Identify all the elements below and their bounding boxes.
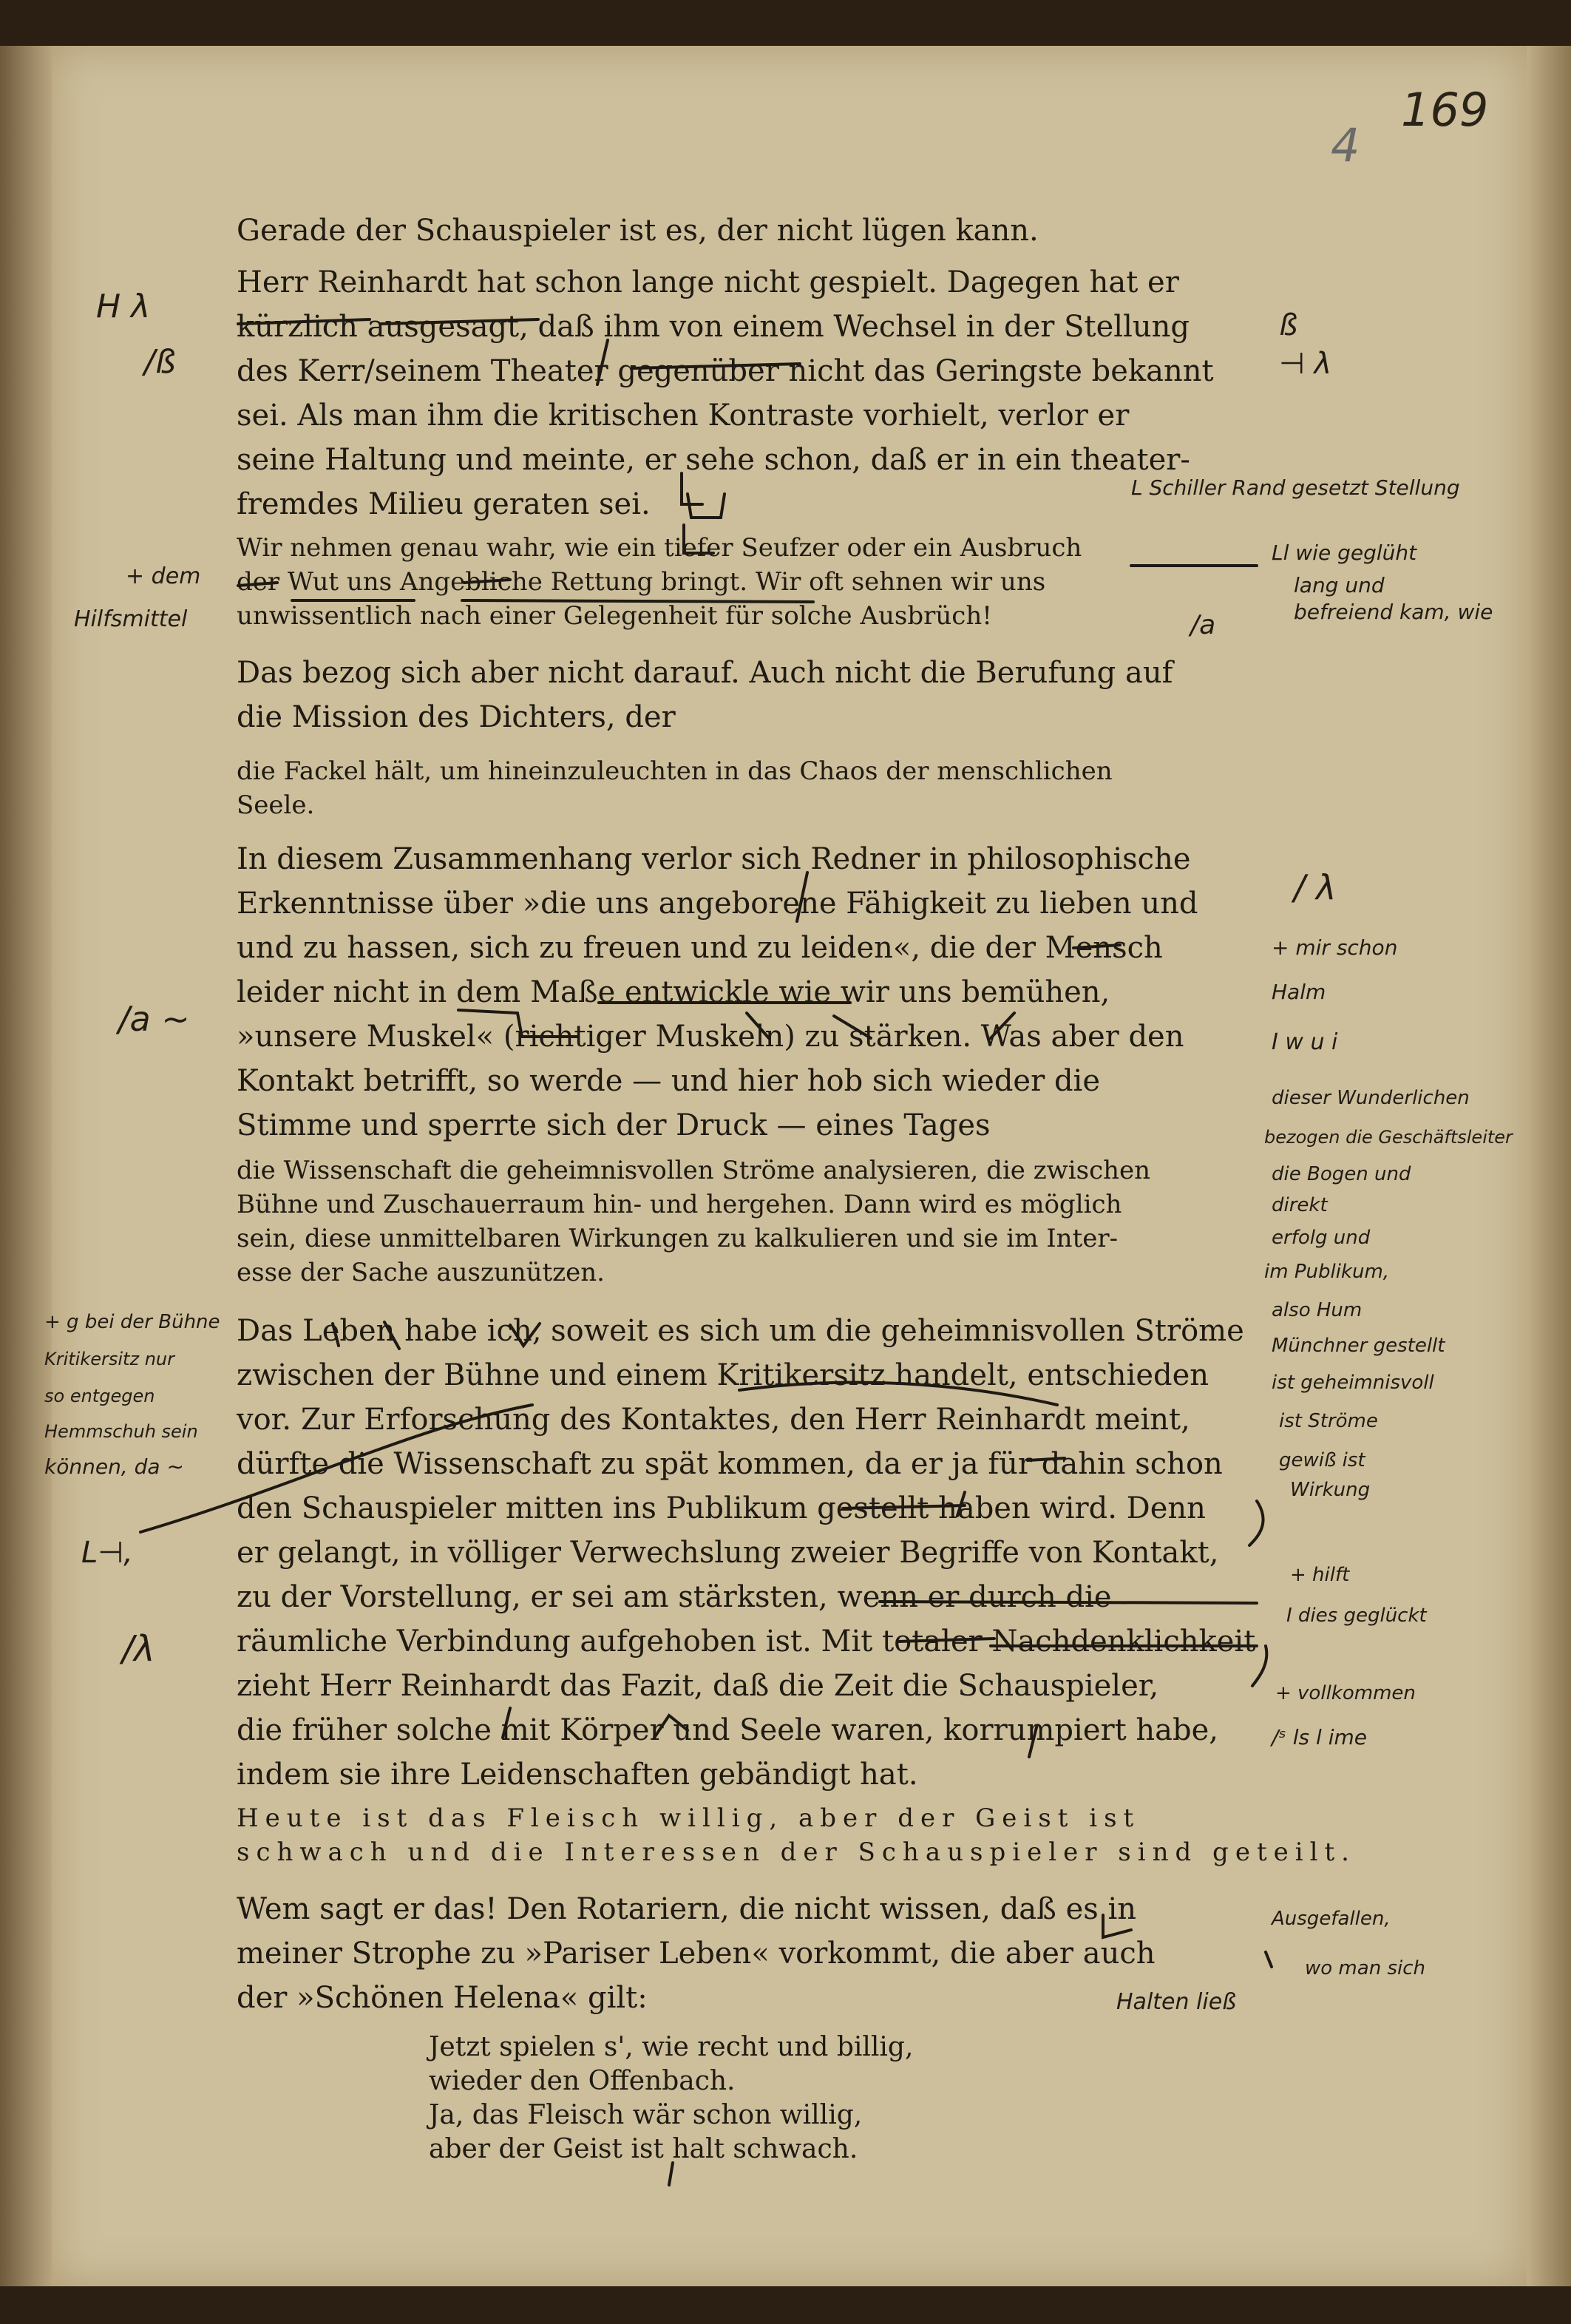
text-line: zu der Vorstellung, er sei am stärksten, wenn er durch die xyxy=(237,1580,1112,1614)
insertion-mark xyxy=(834,1016,871,1038)
text-line: Bühne und Zuschauerraum hin- und hergehen. Dann wird es möglich xyxy=(237,1190,1122,1219)
text-line: Wem sagt er das! Den Rotariern, die nicht wissen, daß es in xyxy=(237,1892,1137,1926)
text-line: Seele. xyxy=(237,790,315,820)
insertion-mark xyxy=(597,340,608,384)
margin-note: Hilfsmittel xyxy=(74,606,188,632)
margin-note: I w u i xyxy=(1272,1029,1338,1055)
text-line: den Schauspieler mitten ins Publikum gestellt haben wird. Denn xyxy=(237,1491,1206,1525)
text-line: der Wut uns Angebliche Rettung bringt. Wir oft sehnen wir uns xyxy=(237,567,1046,597)
text-line: die Wissenschaft die geheimnisvollen Ströme analysieren, die zwischen xyxy=(237,1156,1151,1185)
margin-note: die Bogen und xyxy=(1272,1163,1411,1185)
insertion-mark xyxy=(510,1324,540,1346)
margin-note: /ß xyxy=(144,343,176,381)
margin-note: Halm xyxy=(1272,980,1326,1004)
margin-note: lang und xyxy=(1294,573,1385,597)
margin-note: dieser Wunderlichen xyxy=(1272,1087,1470,1109)
text-line: der »Schönen Helena« gilt: xyxy=(237,1981,648,2015)
text-line: vor. Zur Erforschung des Kontaktes, den Herr Reinhardt meint, xyxy=(237,1403,1190,1437)
text-line: aber der Geist ist halt schwach. xyxy=(429,2134,858,2164)
margin-note: Wirkung xyxy=(1290,1479,1371,1501)
text-line: Erkenntnisse über »die uns angeborene Fähigkeit zu lieben und xyxy=(237,887,1198,921)
margin-note: Münchner gestellt xyxy=(1272,1335,1445,1357)
text-line: Kontakt betrifft, so werde — und hier hob sich wieder die xyxy=(237,1064,1101,1098)
text-line: Ja, das Fleisch wär schon willig, xyxy=(429,2100,863,2130)
margin-note: I dies geglückt xyxy=(1286,1605,1427,1627)
insertion-mark xyxy=(1266,1952,1272,1967)
text-line: und zu hassen, sich zu freuen und zu leiden«, die der Mensch xyxy=(237,931,1163,965)
text-line: Wir nehmen genau wahr, wie ein tiefer Seufzer oder ein Ausbruch xyxy=(237,533,1082,563)
margin-note: Ll wie geglüht xyxy=(1272,541,1417,565)
insertion-mark xyxy=(458,1010,578,1037)
insertion-mark xyxy=(1029,1727,1036,1757)
margin-note: /ˢ ls l ime xyxy=(1272,1725,1368,1749)
margin-note: wo man sich xyxy=(1305,1957,1425,1979)
text-line: Das Leben habe ich, soweit es sich um die geheimnisvollen Ströme xyxy=(237,1314,1244,1348)
strike-mark xyxy=(1028,1458,1065,1460)
insertion-mark xyxy=(384,1322,399,1349)
text-line: Herr Reinhardt hat schon lange nicht gespielt. Dagegen hat er xyxy=(237,265,1179,299)
insertion-mark xyxy=(957,1492,965,1516)
insertion-mark xyxy=(1249,1501,1263,1545)
strike-mark xyxy=(632,364,800,368)
margin-note: so entgegen xyxy=(44,1386,155,1406)
text-line: seine Haltung und meinte, er sehe schon, daß er in ein theater- xyxy=(237,443,1190,477)
margin-note: /a ∼ xyxy=(118,999,190,1039)
insertion-mark xyxy=(1103,1915,1131,1937)
margin-note: / λ xyxy=(1294,867,1337,907)
insertion-mark xyxy=(797,873,807,921)
margin-note: + vollkommen xyxy=(1275,1682,1416,1704)
text-line: In diesem Zusammenhang verlor sich Redner in philosophische xyxy=(237,842,1191,876)
margin-note: ist Ströme xyxy=(1279,1410,1378,1432)
text-line: Stimme und sperrte sich der Druck — eines Tages xyxy=(237,1108,991,1142)
margin-note: gewiß ist xyxy=(1279,1449,1365,1471)
margin-note: erfolg und xyxy=(1272,1227,1371,1249)
insertion-mark xyxy=(747,1013,769,1038)
guide-stroke xyxy=(739,1383,1057,1405)
text-line: Heute ist das Fleisch willig, aber der Geist ist xyxy=(237,1803,1141,1833)
text-line: sein, diese unmittelbaren Wirkungen zu kalkulieren und sie im Inter- xyxy=(237,1224,1119,1253)
text-line: zieht Herr Reinhardt das Fazit, daß die Zeit die Schauspieler, xyxy=(237,1669,1159,1703)
text-line: indem sie ihre Leidenschaften gebändigt hat. xyxy=(237,1758,918,1792)
text-line: die Fackel hält, um hineinzuleuchten in das Chaos der menschlichen xyxy=(237,756,1113,786)
insertion-mark xyxy=(333,1324,339,1346)
strike-mark xyxy=(381,319,538,324)
text-line: fremdes Milieu geraten sei. xyxy=(237,487,651,521)
text-line: räumliche Verbindung aufgehoben ist. Mit totaler Nachdenklichkeit xyxy=(237,1625,1256,1659)
text-line: »unsere Muskel« (richtiger Muskeln) zu stärken. Was aber den xyxy=(237,1020,1184,1054)
text-line: die früher solche mit Körper und Seele waren, korrumpiert habe, xyxy=(237,1713,1219,1747)
text-line: die Mission des Dichters, der xyxy=(237,700,676,734)
margin-note: also Hum xyxy=(1272,1299,1363,1321)
underline-mark xyxy=(462,600,813,602)
strike-mark xyxy=(464,580,510,583)
margin-note: L⊣, xyxy=(81,1536,133,1570)
insertion-mark xyxy=(1252,1646,1266,1686)
text-line: er gelangt, in völliger Verwechslung zweier Begriffe von Kontakt, xyxy=(237,1536,1219,1570)
text-line: des Kerr/seinem Theater gegenüber nicht das Geringste bekannt xyxy=(237,354,1214,388)
text-line: schwach und die Interessen der Schauspieler sind geteilt. xyxy=(237,1837,1356,1867)
margin-note: /a xyxy=(1190,610,1216,640)
strike-mark xyxy=(238,583,277,586)
insertion-mark xyxy=(503,1708,510,1738)
strike-mark xyxy=(1073,945,1120,948)
text-line: esse der Sache auszunützen. xyxy=(237,1258,605,1287)
insertion-mark xyxy=(684,525,713,553)
underline-mark xyxy=(880,1602,1257,1603)
text-line: Gerade der Schauspieler ist es, der nicht lügen kann. xyxy=(237,214,1039,248)
guide-stroke xyxy=(140,1405,532,1532)
margin-note: im Publikum, xyxy=(1264,1261,1390,1283)
text-line: Jetzt spielen s', wie recht und billig, xyxy=(429,2032,914,2062)
margin-note: direkt xyxy=(1272,1194,1328,1216)
margin-note: + hilft xyxy=(1290,1564,1350,1586)
margin-note: befreiend kam, wie xyxy=(1294,600,1493,624)
page-mark: 4 xyxy=(1331,118,1360,172)
margin-note: + dem xyxy=(126,563,201,589)
margin-note: Kritikersitz nur xyxy=(44,1349,174,1369)
text-line: wieder den Offenbach. xyxy=(429,2066,736,2096)
margin-note: Hemmschuh sein xyxy=(44,1421,198,1442)
margin-note: L Schiller Rand gesetzt Stellung xyxy=(1131,475,1460,500)
margin-note: Halten ließ xyxy=(1116,1989,1237,2015)
margin-note: + g bei der Bühne xyxy=(44,1311,220,1333)
margin-note: H λ xyxy=(96,288,151,325)
margin-note: ß xyxy=(1279,308,1298,342)
strike-mark xyxy=(898,1639,994,1642)
margin-note: + mir schon xyxy=(1272,935,1398,960)
text-line: dürfte die Wissenschaft zu spät kommen, da er ja für dahin schon xyxy=(237,1447,1223,1481)
insertion-mark xyxy=(682,473,702,504)
margin-note: /λ xyxy=(122,1628,155,1670)
insertion-mark xyxy=(991,1013,1014,1038)
text-line: zwischen der Bühne und einem Kritikersitz handelt, entschieden xyxy=(237,1358,1209,1392)
page-number: 169 xyxy=(1401,83,1489,137)
margin-note: ⊣ λ xyxy=(1279,347,1332,381)
text-line: kürzlich ausgesagt, daß ihm von einem Wechsel in der Stellung xyxy=(237,310,1190,344)
margin-note: Ausgefallen, xyxy=(1272,1908,1391,1930)
margin-note: ist geheimnisvoll xyxy=(1272,1372,1434,1394)
strike-mark xyxy=(843,1505,965,1508)
text-line: sei. Als man ihm die kritischen Kontraste vorhielt, verlor er xyxy=(237,399,1130,433)
insertion-mark xyxy=(654,1715,688,1738)
text-line: Das bezog sich aber nicht darauf. Auch nicht die Berufung auf xyxy=(237,656,1173,690)
margin-note: können, da ∼ xyxy=(44,1454,184,1479)
insertion-mark xyxy=(669,2163,673,2185)
strike-mark xyxy=(238,319,370,324)
text-line: unwissentlich nach einer Gelegenheit für solche Ausbrüch! xyxy=(237,601,992,631)
text-line: leider nicht in dem Maße entwickle wie wir uns bemühen, xyxy=(237,975,1110,1009)
text-line: meiner Strophe zu »Pariser Leben« vorkommt, die aber auch xyxy=(237,1937,1156,1971)
margin-note: bezogen die Geschäftsleiter xyxy=(1264,1127,1513,1148)
